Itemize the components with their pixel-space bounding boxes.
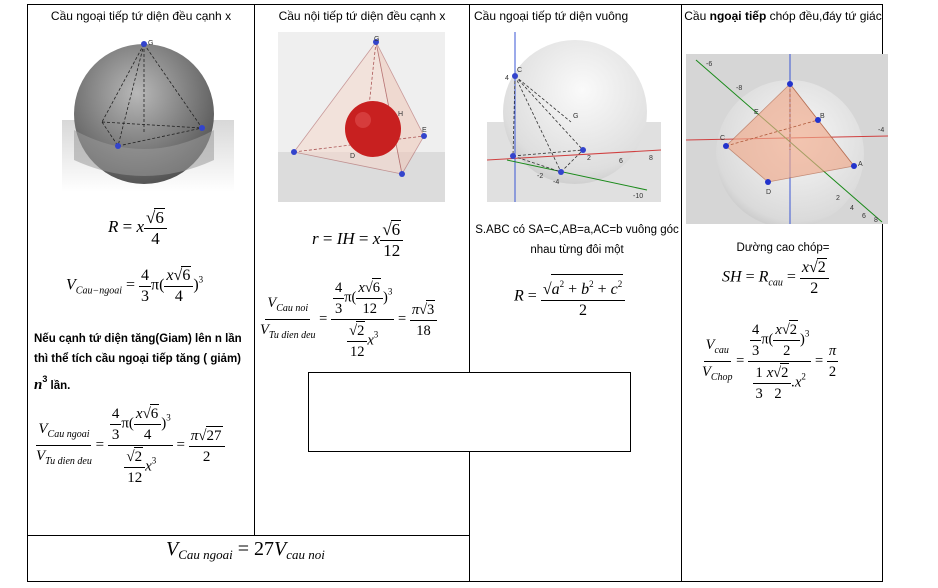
grid-line-v2	[469, 4, 470, 582]
height-label: Dường cao chóp=	[736, 242, 830, 254]
fig4-label-e: E	[754, 109, 759, 116]
fig3-label-m4: -4	[553, 179, 560, 186]
formula-ratio-pyramid: $\frac{V_{cau}}{V_{Chop}}$ = $\frac{4}{3}$ π( $\frac{x√2}{2}$ )$^3$ $\frac{1}{3}$ $\frac{x√2}{2}$ $.x^2$ = $\frac{\pi}{2}$	[702, 321, 837, 402]
fig3-label-2: 2	[587, 155, 591, 162]
fig4-label-2: 2	[836, 195, 840, 202]
column4-header: Cầu ngoại tiếp chóp đều,đáy tứ giác	[684, 9, 882, 23]
formula-ratio-circumsphere: $\frac{V_{Cau ngoai}}{V_{Tu dien deu}}$ = $\frac{4}{3}$ π( $\frac{x√6}{4}$ )$^3$ $\frac{√2}{12}$ $x^3$ = $\frac{\pi√27}{2}$	[36, 404, 225, 487]
figure-circumsphere-trirectangular-tetrahedron	[487, 32, 661, 202]
formula-ratio-insphere: $\frac{V_{Cau noi}}{V_{Tu dien deu}}$ = $\frac{4}{3}$ π( $\frac{x√6}{12}$ )$^3$ $\frac{√2}{12}$ $x^3$ = $\frac{\pi√3}{18}$	[260, 278, 437, 361]
formula-r-insphere: r = IH = x $\frac{√6}{12}$	[312, 220, 403, 260]
fig4-label-4: 4	[850, 205, 854, 212]
fig4-label-6: 6	[862, 213, 866, 220]
column2-header: Cầu nội tiếp tứ diện đều cạnh x	[278, 9, 446, 23]
fig3-label-g: G	[573, 113, 579, 120]
fig3-label-c: C	[517, 67, 523, 74]
formula-R-circumsphere: R = x $\frac{√6}{4}$	[108, 208, 167, 248]
grid-line-h1	[27, 535, 470, 536]
formula-bottom-relation: $V_{Cau ngoai} = 27V_{cau noi}$	[166, 538, 325, 562]
fig4-label-c: C	[720, 135, 726, 142]
formula-R-trirectangular: R = $\frac{√a^2 + b^2 + c^2}{2}$	[514, 274, 625, 320]
figure-circumsphere-square-pyramid	[686, 54, 888, 224]
figure-circumsphere-regular-tetrahedron	[62, 40, 234, 192]
fig2-label-e: E	[422, 127, 427, 134]
fig2-label-g: G	[374, 36, 380, 43]
fig2-label-h: H	[398, 111, 404, 118]
column3-header: Cầu ngoại tiếp tứ diện vuông	[474, 9, 629, 23]
fig4-label-b: B	[820, 113, 825, 120]
fig4-label-m6: -6	[706, 61, 713, 68]
grid-line-v3	[681, 4, 682, 582]
fig1-label-g: G	[148, 40, 154, 47]
fig3-label-4: 4	[505, 75, 509, 82]
fig4-label-m4: -4	[878, 127, 885, 134]
fig2-label-d: D	[350, 153, 356, 160]
empty-box	[308, 372, 631, 452]
fig3-label-6: 6	[619, 158, 623, 165]
figure-insphere-regular-tetrahedron	[278, 32, 445, 202]
formula-V-circumsphere: $V_{Cau-ngoai}$ = $\frac{4}{3}$ π( $\frac{x√6}{4}$ )$^3$	[66, 266, 204, 305]
fig3-label-m2: -2	[537, 173, 544, 180]
grid-line-v1	[254, 4, 255, 536]
column1-header: Cầu ngoại tiếp tứ diện đều cạnh x	[50, 9, 232, 23]
fig4-label-8: 8	[874, 217, 878, 224]
formula-SH: SH = $R_{cau}$ = $\frac{x√2}{2}$	[722, 258, 829, 298]
fig4-label-m8: -8	[736, 85, 743, 92]
note-scaling: Nếu cạnh tứ diện tăng(Giam) lên n lần thì thể tích cầu ngoại tiếp tăng ( giảm) $n^3$ lần.	[34, 333, 242, 393]
fig3-label-8: 8	[649, 155, 653, 162]
fig4-label-d: D	[766, 189, 772, 196]
fig4-label-a: A	[858, 161, 863, 168]
c3-description: S.ABC có SA=C,AB=a,AC=b vuông góc nhau từng đôi một	[475, 224, 679, 256]
fig3-label-m10: -10	[633, 193, 644, 200]
